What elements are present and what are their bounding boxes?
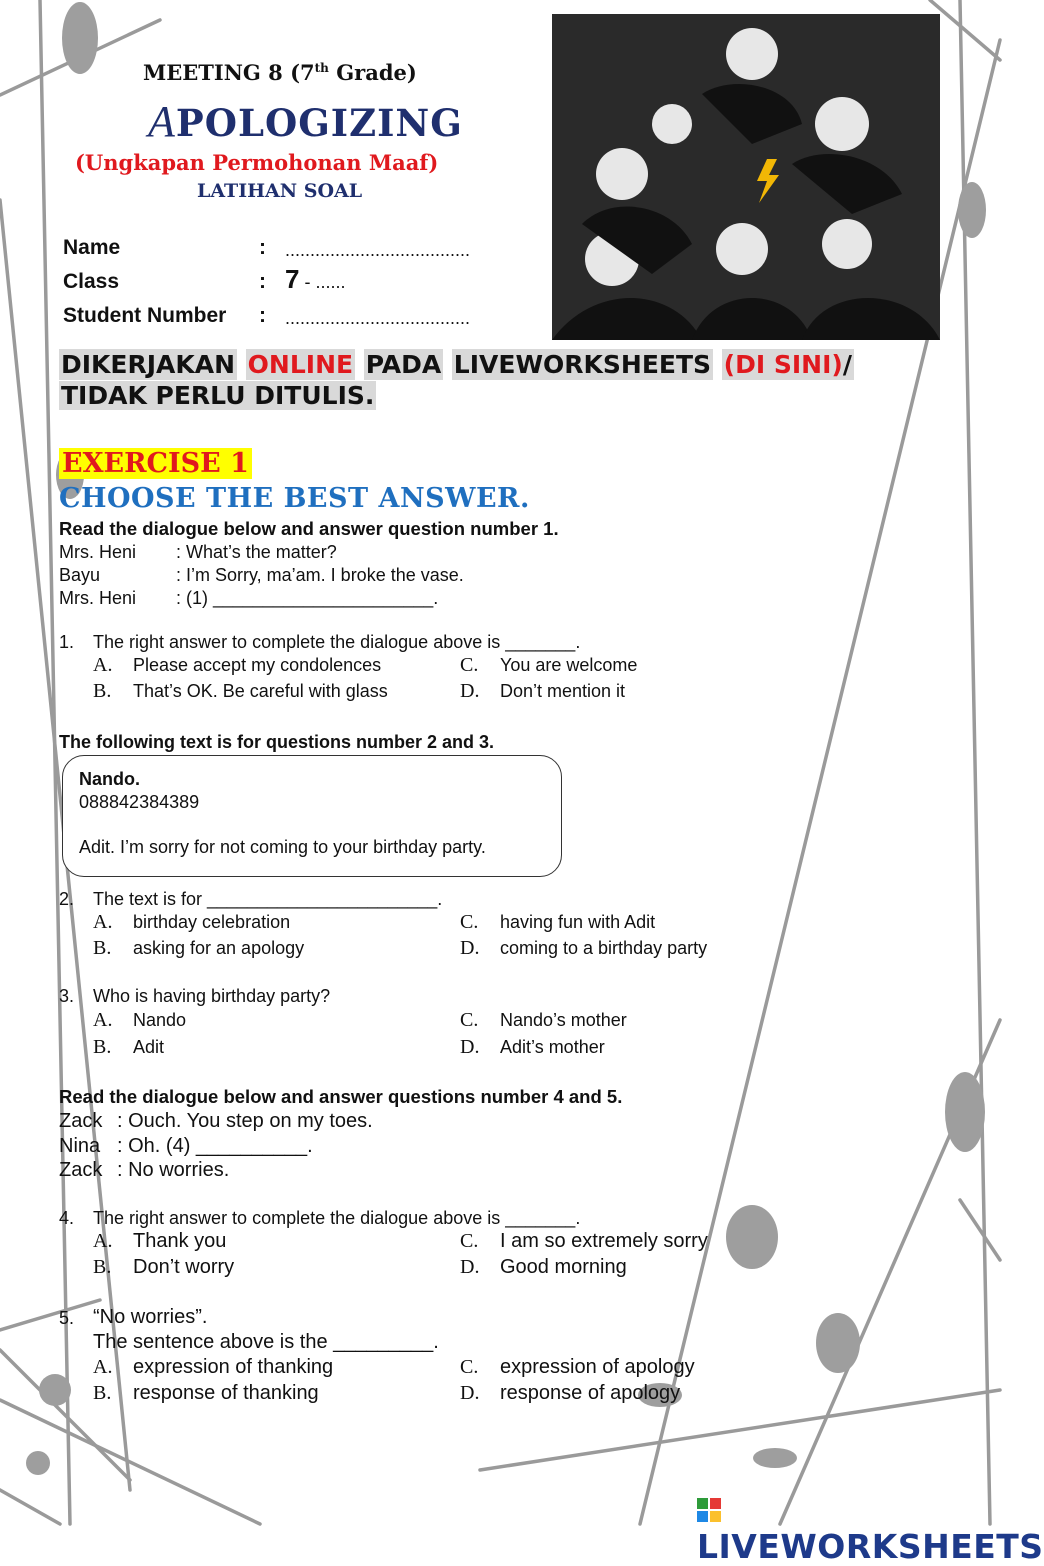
- q5-text2: The sentence above is the _________.: [93, 1331, 439, 1353]
- q3-number: 3.: [59, 986, 75, 1006]
- group-photo: [552, 14, 940, 340]
- q4-number: 4.: [59, 1208, 75, 1228]
- banner-link[interactable]: (DI SINI): [723, 350, 843, 379]
- dialogue1-speaker: Mrs. Heni: [59, 588, 137, 608]
- banner-word: PADA: [365, 350, 442, 379]
- text2-intro: The following text is for questions number 2 and 3.: [59, 732, 495, 752]
- name-label: Name: [63, 236, 121, 259]
- q2-option-d[interactable]: D. coming to a birthday party: [460, 937, 708, 959]
- q4-option-c[interactable]: C. I am so extremely sorry: [460, 1230, 708, 1252]
- sms-sender: Nando.: [79, 769, 140, 789]
- q3-option-d[interactable]: D. Adit’s mother: [460, 1036, 605, 1058]
- student-number-field[interactable]: .....................................: [285, 308, 471, 328]
- class-label: Class: [63, 270, 120, 293]
- q1-option-b[interactable]: B. That’s OK. Be careful with glass: [93, 680, 388, 702]
- sms-phone: 088842384389: [79, 792, 200, 812]
- banner-word-online: ONLINE: [247, 350, 354, 379]
- q5-text: “No worries”.: [93, 1306, 208, 1328]
- banner-word: LIVEWORKSHEETS: [453, 350, 712, 379]
- q4-option-a[interactable]: A. Thank you: [93, 1230, 227, 1252]
- online-banner: DIKERJAKAN ONLINE PADA LIVEWORKSHEETS (DI SINI)/ TIDAK PERLU DITULIS.: [61, 350, 852, 410]
- dialogue1-line: : (1) ______________________.: [176, 588, 439, 608]
- q4-option-b[interactable]: B. Don’t worry: [93, 1256, 235, 1278]
- q2-option-a[interactable]: A. birthday celebration: [93, 911, 291, 933]
- dialogue1-speaker: Bayu: [59, 565, 101, 585]
- q2-number: 2.: [59, 889, 75, 909]
- q1-option-c[interactable]: C. You are welcome: [460, 654, 638, 676]
- q3-option-a[interactable]: A. Nando: [93, 1009, 187, 1031]
- q3-option-c[interactable]: C. Nando’s mother: [460, 1009, 627, 1031]
- q3-text: Who is having birthday party?: [93, 986, 331, 1006]
- sms-message: Adit. I’m sorry for not coming to your birthday party.: [79, 837, 486, 857]
- dialogue2-line: : Oh. (4) __________.: [117, 1135, 313, 1157]
- q5-option-c[interactable]: C. expression of apology: [460, 1356, 695, 1378]
- banner-line2: TIDAK PERLU DITULIS.: [61, 381, 375, 410]
- dialogue2-speaker: Nina: [59, 1135, 101, 1157]
- q2-option-c[interactable]: C. having fun with Adit: [460, 911, 656, 933]
- q5-option-d[interactable]: D. response of apology: [460, 1382, 681, 1404]
- q3-option-b[interactable]: B. Adit: [93, 1036, 165, 1058]
- class-field[interactable]: 7 - ......: [285, 264, 346, 294]
- dialogue2-speaker: Zack: [59, 1159, 103, 1181]
- dialogue2-intro: Read the dialogue below and answer questions number 4 and 5.: [59, 1086, 623, 1107]
- q2-option-b[interactable]: B. asking for an apology: [93, 937, 305, 959]
- q2-text: The text is for _______________________.: [93, 889, 443, 909]
- exercise-label: EXERCISE 1: [59, 448, 252, 479]
- q5-option-b[interactable]: B. response of thanking: [93, 1382, 319, 1404]
- q5-option-a[interactable]: A. expression of thanking: [93, 1356, 334, 1378]
- dialogue1-intro: Read the dialogue below and answer question number 1.: [59, 518, 559, 539]
- dialogue2-speaker: Zack: [59, 1110, 103, 1132]
- page-subtitle: (Ungkapan Permohonan Maaf): [75, 150, 439, 175]
- q1-option-d[interactable]: D. Don’t mention it: [460, 680, 626, 702]
- dialogue2-line: : No worries.: [117, 1159, 230, 1181]
- liveworksheets-mark-icon: [697, 1498, 721, 1522]
- exercise-instruction: CHOOSE THE BEST ANSWER.: [59, 483, 530, 514]
- dialogue1-line: : I’m Sorry, ma’am. I broke the vase.: [176, 565, 464, 585]
- page-title: APOLOGIZING: [148, 97, 463, 146]
- class-sep: :: [259, 270, 266, 293]
- dialogue2-line: : Ouch. You step on my toes.: [117, 1110, 373, 1132]
- dialogue1-line: : What’s the matter?: [176, 542, 337, 562]
- liveworksheets-logo[interactable]: LIVEWORKSHEETS: [697, 1488, 1044, 1566]
- exercise-type: LATIHAN SOAL: [197, 180, 363, 202]
- q4-option-d[interactable]: D. Good morning: [460, 1256, 627, 1278]
- q4-text: The right answer to complete the dialogue above is _______.: [93, 1208, 581, 1228]
- student-number-sep: :: [259, 304, 266, 327]
- student-number-label: Student Number: [63, 304, 227, 327]
- name-sep: :: [259, 236, 266, 259]
- q1-number: 1.: [59, 632, 75, 652]
- q5-number: 5.: [59, 1308, 75, 1328]
- meeting-heading: MEETING 8 (7th Grade): [143, 60, 417, 85]
- dialogue1-speaker: Mrs. Heni: [59, 542, 137, 562]
- banner-word: DIKERJAKAN: [61, 350, 236, 379]
- q1-option-a[interactable]: A. Please accept my condolences: [93, 654, 382, 676]
- q1-text: The right answer to complete the dialogue above is _______.: [93, 632, 581, 652]
- name-field[interactable]: .....................................: [285, 240, 471, 260]
